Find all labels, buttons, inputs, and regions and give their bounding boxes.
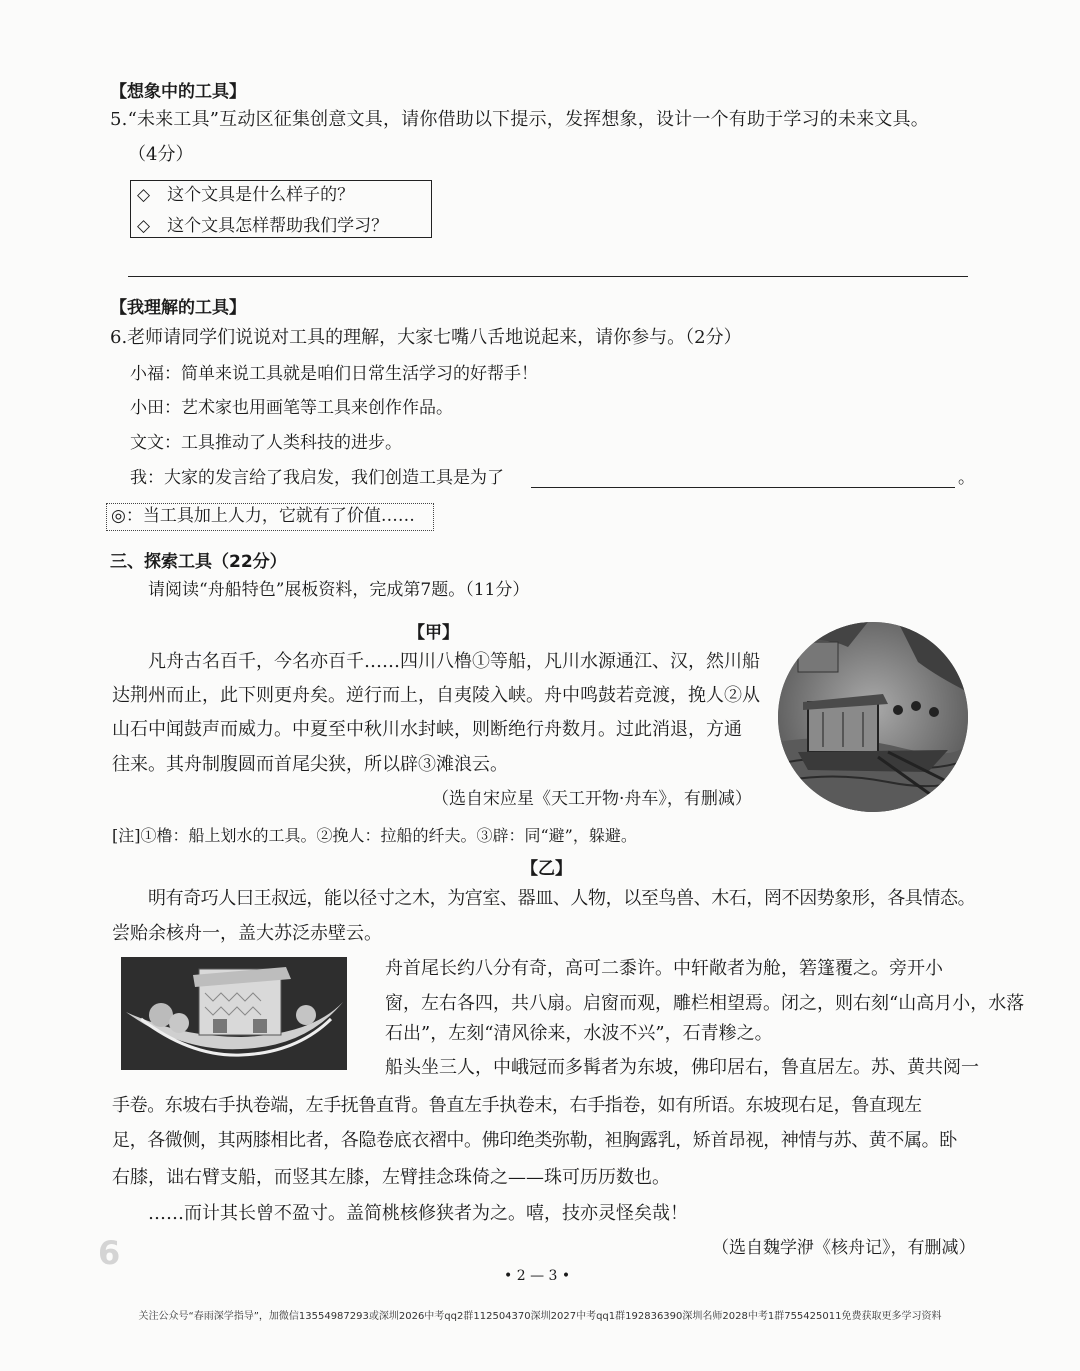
dialogue-xiaotian: 小田：艺术家也用画笔等工具来创作作品。 (130, 398, 453, 418)
answer-line-q6[interactable] (531, 487, 955, 488)
transition-text: ◎：当工具加上人力，它就有了价值…… (111, 506, 415, 526)
passage-yi-title: 【乙】 (521, 859, 572, 879)
passage-jia-line-4: 往来。其舟制腹圆而首尾尖狭，所以辟③滩浪云。 (112, 754, 508, 775)
passage-jia-line-1: 凡舟古名百千，今名亦百千……四川八橹①等船，凡川水源通江、汉，然川船 (148, 651, 760, 672)
dialogue-me-prefix: 我：大家的发言给了我启发，我们创造工具是为了 (130, 468, 504, 488)
passage-yi-line-3: 舟首尾长约八分有奇，高可二黍许。中轩敞者为舱，箬篷覆之。旁开小 (385, 958, 943, 979)
passage-yi-line-8: 足，各微侧，其两膝相比者，各隐卷底衣褶中。佛印绝类弥勒，袒胸露乳，矫首昂视，神情与苏、黄不属。卧 (112, 1130, 957, 1151)
passage-jia-notes: [注]①橹：船上划水的工具。②挽人：拉船的纤夫。③辟：同“避”，躲避。 (112, 826, 637, 845)
hint-item-function: ◇ 这个文具怎样帮助我们学习？ (137, 216, 389, 236)
passage-yi-source: （选自魏学洢《核舟记》，有删减） (712, 1238, 976, 1258)
reading-intro: 请阅读“舟船特色”展板资料，完成第7题。（11分） (148, 580, 530, 600)
question-5-score: （4分） (128, 144, 194, 165)
hint-box (130, 180, 432, 238)
passage-jia-title: 【甲】 (408, 623, 459, 643)
walnut-boat-carving-image (121, 957, 347, 1070)
passage-yi-line-1: 明有奇巧人曰王叔远，能以径寸之木，为宫室、器皿、人物，以至鸟兽、木石，罔不因势象形，各具情态。 (148, 888, 976, 909)
passage-jia-source: （选自宋应星《天工开物·舟车》，有删减） (432, 789, 752, 809)
passage-yi-line-9: 右膝，诎右臂支船，而竖其左膝，左臂挂念珠倚之——珠可历历数也。 (112, 1167, 670, 1188)
section-heading-imagine: 【想象中的工具】 (110, 82, 246, 102)
passage-jia-line-2: 达荆州而止，此下则更舟矣。逆行而上，自夷陵入峡。舟中鸣鼓若竞渡，挽人②从 (112, 685, 760, 706)
passage-jia-line-3: 山石中闻鼓声而威力。中夏至中秋川水封峡，则断绝行舟数月。过此消退，方通 (112, 719, 742, 740)
passage-yi-line-6: 船头坐三人，中峨冠而多髯者为东坡，佛印居右，鲁直居左。苏、黄共阅一 (385, 1057, 979, 1078)
passage-yi-line-5: 石出”，左刻“清风徐来，水波不兴”，石青糁之。 (385, 1023, 773, 1044)
dialogue-wenwen: 文文：工具推动了人类科技的进步。 (130, 433, 402, 453)
passage-yi-line-4: 窗，左右各四，共八扇。启窗而观，雕栏相望焉。闭之，则右刻“山高月小，水落 (385, 993, 1025, 1014)
question-6-text: 6.老师请同学们说说对工具的理解，大家七嘴八舌地说起来，请你参与。（2分） (110, 327, 742, 348)
dialogue-xiaofu: 小福：简单来说工具就是咱们日常生活学习的好帮手！ (130, 364, 538, 384)
question-5-text: 5.“未来工具”互动区征集创意文具，请你借助以下提示，发挥想象，设计一个有助于学习的未来文具。 (110, 109, 929, 130)
passage-yi-line-2: 尝贻余核舟一，盖大苏泛赤壁云。 (112, 923, 382, 944)
answer-line-q5[interactable] (128, 276, 968, 277)
page-number: • 2 — 3 • (504, 1268, 571, 1284)
section-heading-explore: 三、探索工具（22分） (110, 552, 287, 572)
footer-notice: 关注公众号“春雨深学指导”，加微信13554987293或深圳2026中考qq2群112504370深圳2027中考qq1群192836390深圳名师2028中考1群755425011免费获取更多学习资料 (138, 1311, 942, 1322)
dialogue-me-end: 。 (958, 468, 975, 488)
passage-yi-line-10: ……而计其长曾不盈寸。盖简桃核修狭者为之。嘻，技亦灵怪矣哉！ (148, 1203, 688, 1224)
boat-illustration-image (778, 622, 968, 812)
hint-item-appearance: ◇ 这个文具是什么样子的？ (137, 185, 355, 205)
passage-yi-line-7: 手卷。东坡右手执卷端，左手抚鲁直背。鲁直左手执卷末，右手指卷，如有所语。东坡现右足，鲁直现左 (112, 1095, 922, 1116)
section-heading-understand: 【我理解的工具】 (110, 298, 246, 318)
corner-page-mark: 6 (98, 1234, 121, 1272)
transition-box (106, 503, 434, 531)
